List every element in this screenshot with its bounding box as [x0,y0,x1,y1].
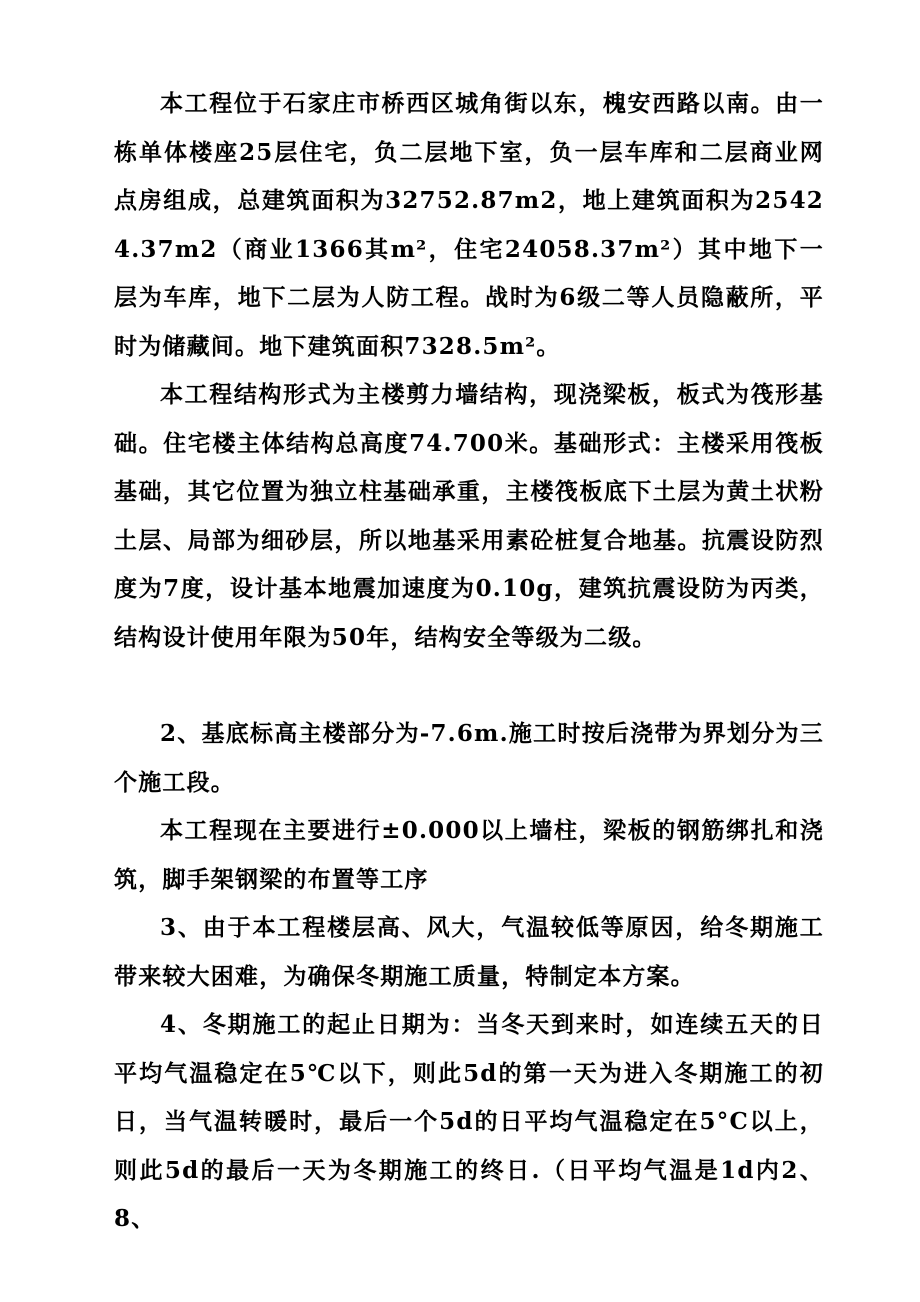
paragraph-project-location: 本工程位于石家庄市桥西区城角街以东，槐安西路以南。由一栋单体楼座25层住宅，负二层地下室，负一层车库和二层商业网点房组成，总建筑面积为32752.87m2，地上建筑面积为25424.37m2（商业1366其m²，住宅24058.37m²）其中地下一层为车库，地下二层为人防工程。战时为6级二等人员隐蔽所，平时为储藏间。地下建筑面积7328.5m²。 [114,90,824,360]
paragraph-structure: 本工程结构形式为主楼剪力墙结构，现浇梁板，板式为筏形基础。住宅楼主体结构总高度74.700米。基础形式：主楼采用筏板基础，其它位置为独立柱基础承重，主楼筏板底下土层为黄土状粉土层、局部为细砂层，所以地基采用素砼桩复合地基。抗震设防烈度为7度，设计基本地震加速度为0.10g，建筑抗震设防为丙类，结构设计使用年限为50年，结构安全等级为二级。 [114,381,824,651]
paragraph-foundation-elevation: 2、基底标高主楼部分为-7.6m.施工时按后浇带为界划分为三个施工段。 [114,720,824,796]
paragraph-current-work: 本工程现在主要进行±0.000以上墙柱，梁板的钢筋绑扎和浇筑，脚手架钢梁的布置等工序 [114,817,824,893]
document-page [114,80,824,1244]
paragraph-winter-difficulty: 3、由于本工程楼层高、风大，气温较低等原因，给冬期施工带来较大困难，为确保冬期施工质量，特制定本方案。 [114,914,824,990]
paragraph-winter-dates: 4、冬期施工的起止日期为：当冬天到来时，如连续五天的日平均气温稳定在5℃以下，则此5d的第一天为进入冬期施工的初日，当气温转暖时，最后一个5d的日平均气温稳定在5°C以上，则此5d的最后一天为冬期施工的终日.（日平均气温是1d内2、8、 [114,1011,824,1232]
